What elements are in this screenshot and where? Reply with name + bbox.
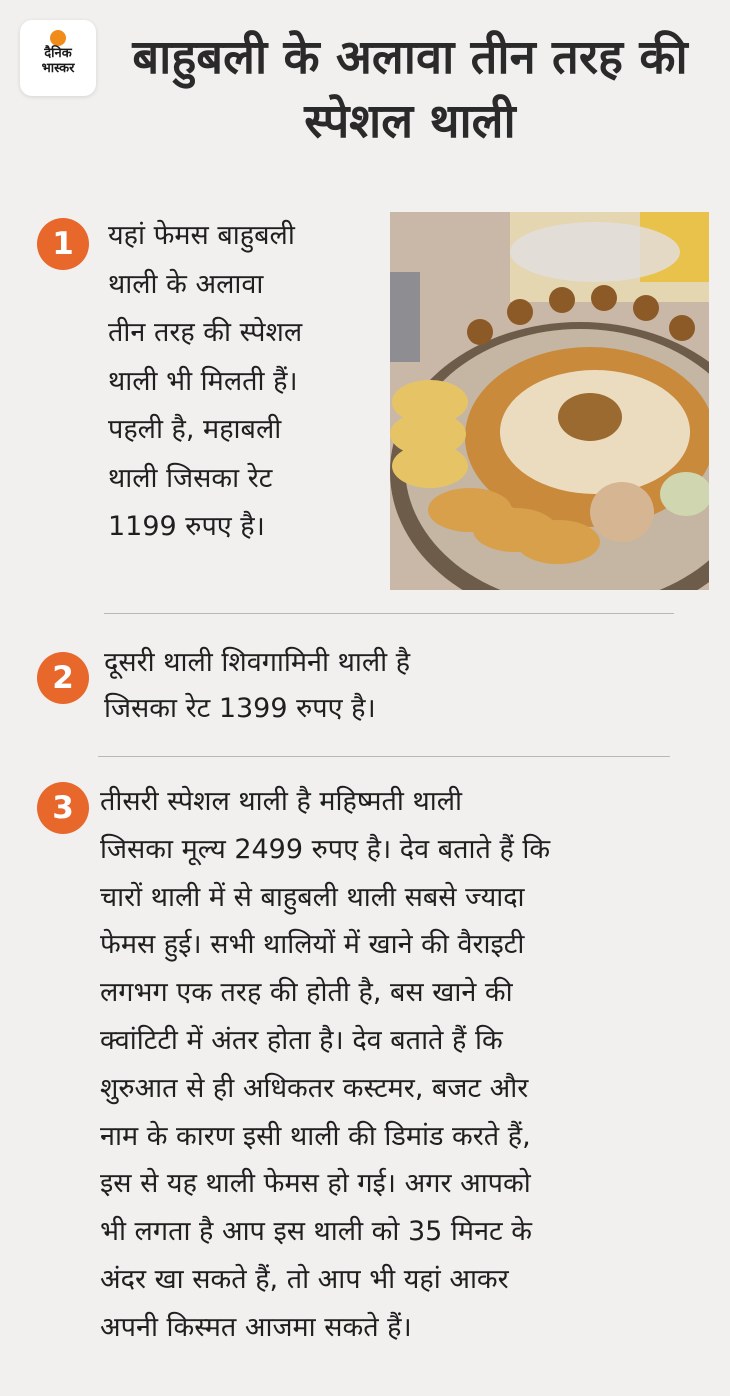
point-number-badge: 2 <box>37 652 89 704</box>
logo-text-line2: भास्कर <box>41 61 75 76</box>
point-3-text: तीसरी स्पेशल थाली है महिष्मती थाली जिसका मूल्य 2499 रुपए है। देव बताते हैं कि चारों थाली में से बाहुबली थाली सबसे ज्यादा फेमस हुई। सभी थालियों में खाने की वैराइटी लगभग एक तरह की होती है, बस खाने की क्वांटिटी में अंतर होता है। देव बताते हैं कि शुरुआत से ही अधिकतर कस्टमर, बजट और नाम के कारण इसी थाली की डिमांड करते हैं, इस से यह थाली फेमस हो गई। अगर आपको भी लगता है आप इस थाली को 35 मिनट के अंदर खा सकते हैं, तो आप भी यहां आकर अपनी किस्मत आजमा सकते हैं। <box>100 786 551 1343</box>
point-number-badge: 3 <box>37 782 89 834</box>
page-title: बाहुबली के अलावा तीन तरह की स्पेशल थाली <box>132 30 688 149</box>
thali-photo <box>390 212 709 590</box>
section-divider <box>104 613 674 614</box>
dainik-bhaskar-logo <box>20 20 96 96</box>
point-2-text: दूसरी थाली शिवगामिनी थाली है जिसका रेट 1399 रुपए है। <box>104 647 411 724</box>
sun-icon <box>50 30 66 46</box>
point-1-text: यहां फेमस बाहुबली थाली के अलावा तीन तरह की स्पेशल थाली भी मिलती हैं। पहली है, महाबली थाली जिसका रेट 1199 रुपए है। <box>108 220 303 542</box>
section-divider <box>98 756 670 757</box>
point-number-badge: 1 <box>37 218 89 270</box>
logo-text-line1: दैनिक <box>44 46 72 61</box>
